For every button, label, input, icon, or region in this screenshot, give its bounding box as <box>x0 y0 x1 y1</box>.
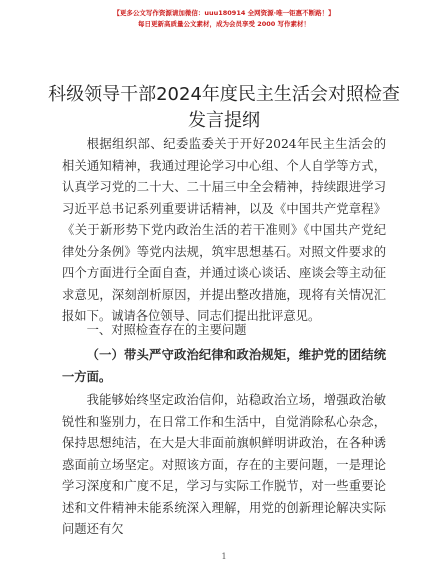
section-heading <box>62 320 386 342</box>
page-number: 1 <box>221 552 227 561</box>
intro-paragraph-text: 根据组织部、纪委监委关于开好2024年民主生活会的相关通知精神，我通过理论学习中心组、个人自学等方式，认真学习党的二十大、二十届三中全会精神，持续跟进学习习近平总书记系列重要讲话精神，以及《中国共产党章程》《关于新形势下党内政治生活的若干准则》《中国共产党纪律处分条例》等党内法规，筑牢思想基石。对照文件要求的四个方面进行全面自查，并通过谈心谈话、座谈会等主动征求意见，深刻剖析原因，并提出整改措施，现将有关情况汇报如下。诚请各位领导、同志们提出批评意见。 <box>62 137 386 323</box>
promo-banner <box>0 8 448 30</box>
promo-banner-line-1: 【更多公文写作资源请加微信：uuu180914 全网资源·唯一钜惠不断路！】 <box>113 9 335 17</box>
section-heading-text: 一、对照检查存在的主要问题 <box>86 323 247 337</box>
body-paragraph <box>62 390 386 541</box>
intro-paragraph <box>62 134 386 328</box>
promo-banner-line-2: 每日更新高质量公文素材，成为会员享受 2000 写作素材！ <box>137 20 311 28</box>
document-title: 科级领导干部2024年度民主生活会对照检查发言提纲 <box>48 84 400 131</box>
subsection-heading-text: （一）带头严守政治纪律和政治规矩，维护党的团结统一方面。 <box>62 347 386 384</box>
body-paragraph-text: 我能够始终坚定政治信仰，站稳政治立场，增强政治敏锐性和鉴别力，在日常工作和生活中，自觉消除私心杂念，保持思想纯洁，在大是大非面前旗帜鲜明讲政治，在各种诱惑面前立场坚定。对照该方面，存在的主要问题，一是理论学习深度和广度不足，学习与实际工作脱节，对一些重要论述和文件精神未能系统深入理解，用党的创新理论解决实际问题还有欠 <box>62 393 386 536</box>
subsection-heading <box>62 344 386 387</box>
